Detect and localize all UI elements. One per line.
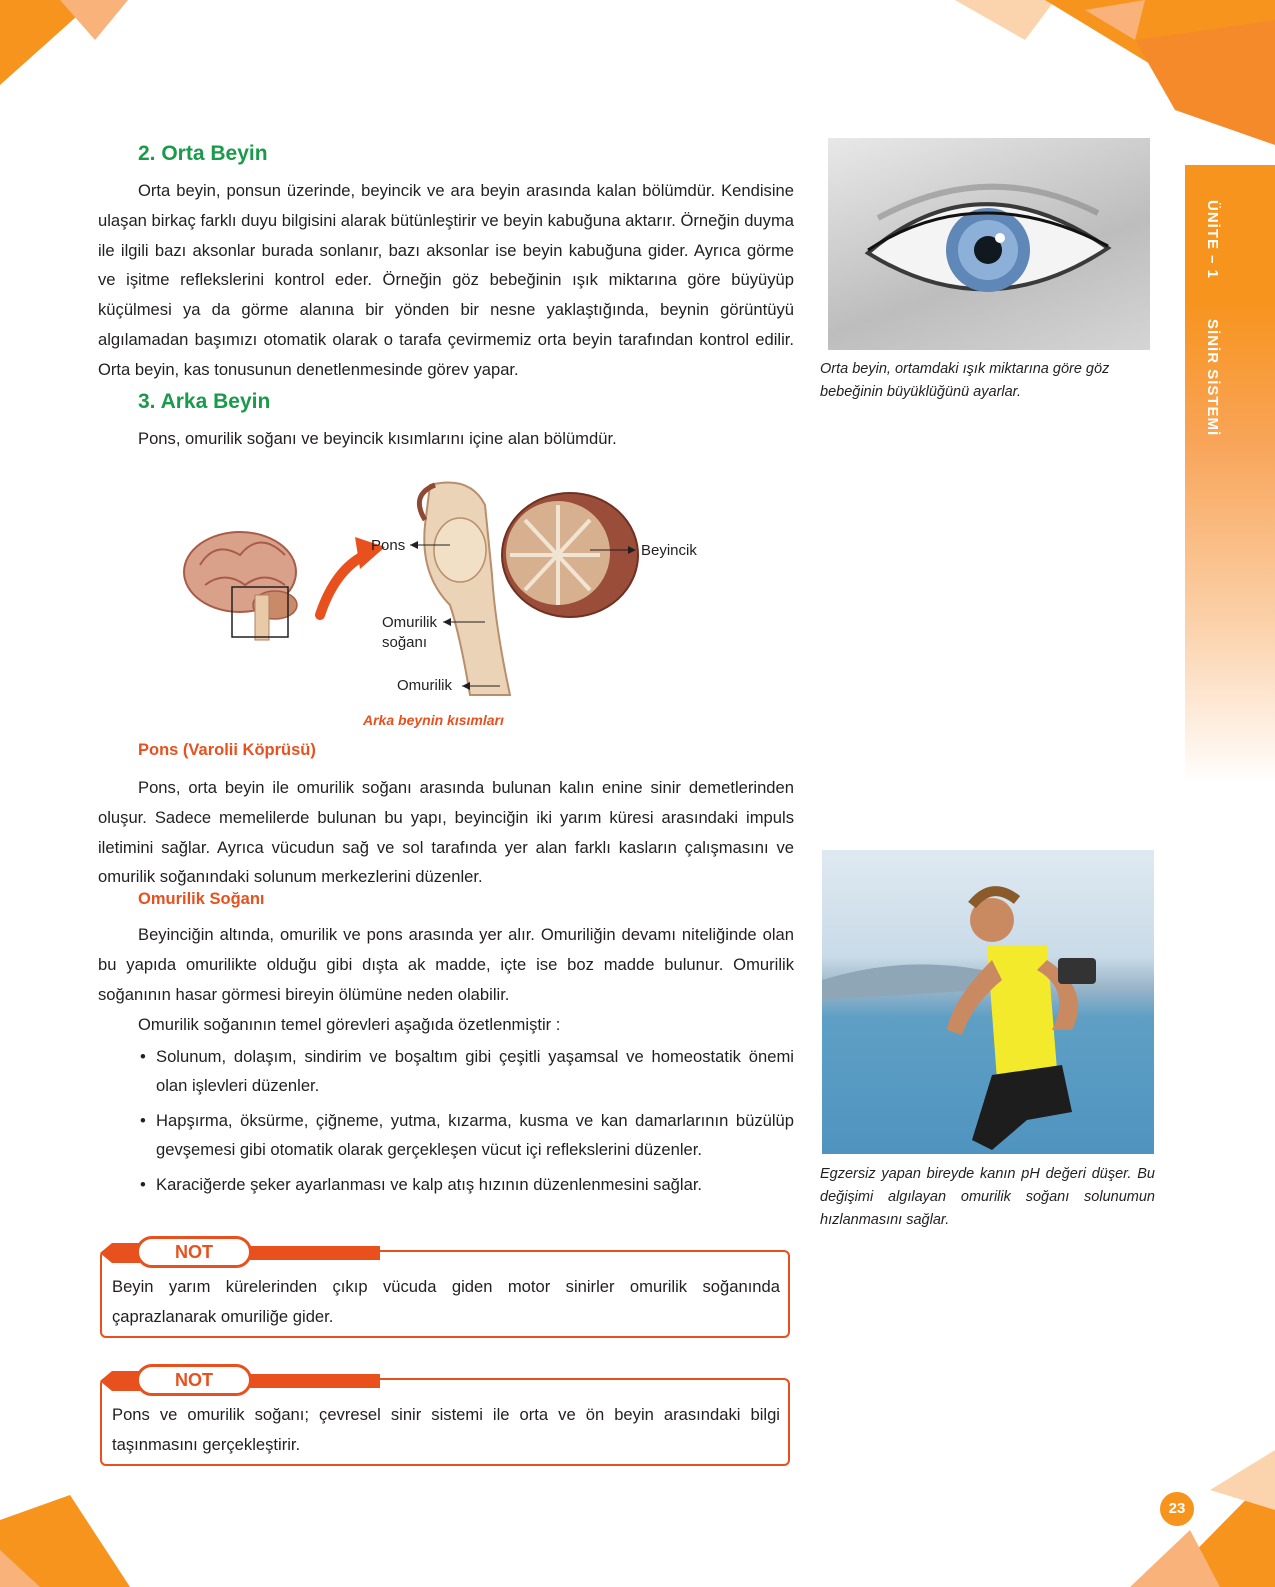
diagram-caption: Arka beynin kısımları bbox=[363, 712, 504, 728]
paragraph-arka-beyin: Pons, omurilik soğanı ve beyincik kısımlarını içine alan bölümdür. bbox=[138, 429, 617, 448]
zoom-arrow bbox=[320, 555, 365, 615]
runner-photo bbox=[822, 850, 1154, 1154]
note-tag-1: NOT bbox=[136, 1236, 252, 1268]
heading-pons: Pons (Varolii Köprüsü) bbox=[138, 741, 316, 759]
top-right-decoration bbox=[935, 0, 1275, 150]
label-omurilik-sogani-line2: soğanı bbox=[382, 634, 428, 651]
paragraph-omurilik-sogani: Beyinciğin altında, omurilik ve pons arasında yer alır. Omuriliğin devamı niteliğinde olan bu yapıda omurilikte olduğu gibi dışta ak madde, içte ise boz madde bulunur. Omurilik soğanının hasar görmesi bireyin ölümüne neden olabilir. bbox=[98, 925, 794, 1004]
page-number: 23 bbox=[1158, 1490, 1196, 1528]
paragraph-orta-beyin: Orta beyin, ponsun üzerinde, beyincik ve ara beyin arasında kalan bölümdür. Kendisine ulaşan birkaç farklı duyu bilgisini alarak bütünleştirir ve beyin kabuğuna aktarır. Örneğin duyma ile ilgili bazı aksonlar burada sonlanır, bazı aksonlar ise beyin kabuğuna gider. Ayrıca görme ve işitme reflekslerini kontrol eder. Örneğin göz bebeğinin ışık miktarına göre büyüyüp küçülmesi ya da görme alanına bir yönden bir nesne yaklaştığında, beynin görüntüyü algılamadan başımızı otomatik olarak o tarafa çevirmemiz orta beyin tarafından kontrol edilir. Orta beyin, kas tonusunun denetlenmesinde görev yapar. bbox=[98, 181, 794, 379]
runner-icon bbox=[822, 850, 1154, 1154]
side-tab bbox=[1185, 165, 1275, 785]
eye-photo bbox=[828, 138, 1150, 350]
side-tab-unit: ÜNİTE – 1 bbox=[1204, 200, 1221, 280]
list-item: • Hapşırma, öksürme, çiğneme, yutma, kızarma, kusma ve kan damarlarının büzülüp gevşemesi gibi otomatik olarak gerçekleşen vücut içi reflekslerini düzenler. bbox=[138, 1106, 794, 1164]
label-omurilik-sogani-line1: Omurilik bbox=[382, 614, 437, 631]
top-left-decoration bbox=[0, 0, 130, 90]
label-pons: Pons bbox=[371, 537, 406, 554]
runner-caption: Egzersiz yapan bireyde kanın pH değeri düşer. Bu değişimi algılayan omurilik soğanı solunumun hızlanmasını sağlar. bbox=[820, 1166, 1155, 1228]
gorev-list bbox=[138, 1042, 794, 1205]
note-text-2: Pons ve omurilik soğanı; çevresel sinir sistemi ile orta ve ön beyin arasındaki bilgi taşınmasını gerçekleştirir. bbox=[112, 1405, 780, 1454]
heading-omurilik-sogani: Omurilik Soğanı bbox=[138, 890, 265, 908]
list-item: • Karaciğerde şeker ayarlanması ve kalp atış hızının düzenlenmesini sağlar. bbox=[138, 1170, 794, 1199]
label-beyincik: Beyincik bbox=[641, 542, 697, 559]
heading-arka-beyin: 3. Arka Beyin bbox=[138, 390, 271, 413]
bottom-left-decoration bbox=[0, 1490, 140, 1587]
note-text-1: Beyin yarım kürelerinden çıkıp vücuda giden motor sinirler omurilik soğanında çaprazlanarak omuriliğe gider. bbox=[112, 1277, 780, 1326]
eye-icon bbox=[828, 138, 1150, 350]
side-tab-topic: SİNİR SİSTEMİ bbox=[1204, 319, 1221, 437]
heading-orta-beyin: 2. Orta Beyin bbox=[138, 142, 268, 165]
hindbrain-diagram bbox=[180, 465, 720, 705]
note-tag-2: NOT bbox=[136, 1364, 252, 1396]
eye-caption: Orta beyin, ortamdaki ışık miktarına göre göz bebeğinin büyüklüğünü ayarlar. bbox=[820, 361, 1110, 400]
brainstem-illustration bbox=[424, 483, 510, 696]
paragraph-pons: Pons, orta beyin ile omurilik soğanı arasında bulunan kalın enine sinir demetlerinden oluşur. Sadece memelilerde bulunan bu yapı, beyinciğin iki yarım küresi arasındaki impuls iletimini sağlar. Ayrıca vücudun sağ ve sol tarafında yer alan farklı kasların çalışmasını ve omurilik soğanındaki solunum merkezlerini düzenler. bbox=[98, 778, 794, 887]
side-tab-text bbox=[1204, 200, 1221, 436]
paragraph-gorevler-intro: Omurilik soğanının temel görevleri aşağıda özetlenmiştir : bbox=[138, 1015, 561, 1034]
list-item: • Solunum, dolaşım, sindirim ve boşaltım gibi çeşitli yaşamsal ve homeostatik önemi olan işlevleri düzenler. bbox=[138, 1042, 794, 1100]
label-omurilik: Omurilik bbox=[397, 677, 452, 694]
